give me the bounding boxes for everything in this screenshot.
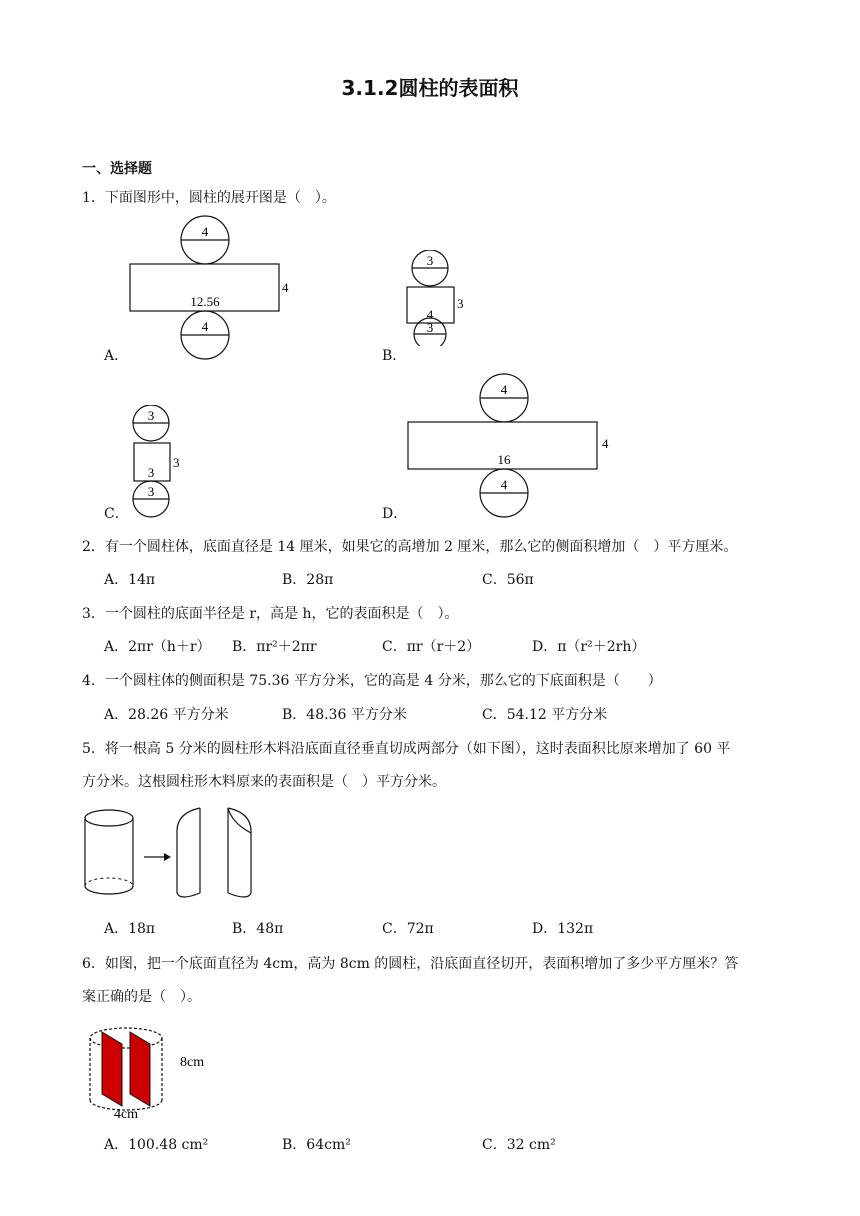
q1-option-c-net-figure — [128, 405, 208, 520]
q1-b-inner-label: 4 — [426, 307, 434, 322]
q6-option-b[interactable]: B．64cm² — [282, 1137, 351, 1153]
question-4-text: 4．一个圆柱体的侧面积是 75.36 平方分米，它的高是 4 分米，那么它的下底面积是（ ） — [82, 673, 662, 689]
q6-option-c[interactable]: C．32 cm² — [482, 1137, 556, 1153]
q3-option-a[interactable]: A．2πr（h＋r） — [104, 639, 211, 655]
section-heading: 一、选择题 — [82, 161, 152, 177]
q1-a-side-label: 4 — [282, 280, 289, 295]
q6-option-a[interactable]: A．100.48 cm² — [104, 1137, 209, 1153]
q3-option-d[interactable]: D．π（r²＋2rh） — [532, 639, 646, 655]
q1-option-a-net-figure — [120, 210, 300, 362]
q2-option-c[interactable]: C．56π — [482, 572, 534, 588]
q1-option-d-net-figure — [400, 372, 620, 522]
q1-a-bottom-label: 4 — [201, 319, 209, 334]
q1-option-c-label[interactable]: C． — [104, 506, 129, 522]
q1-b-side-label: 3 — [457, 296, 464, 311]
q5-option-c[interactable]: C．72π — [382, 921, 434, 937]
q1-c-top-label: 3 — [147, 408, 155, 423]
question-1-text: 1．下面图形中，圆柱的展开图是（ ）。 — [82, 190, 336, 206]
q4-option-a[interactable]: A．28.26 平方分米 — [104, 707, 229, 723]
q6-height-label: 8cm — [180, 1055, 205, 1070]
question-5-line-2: 方分米。这根圆柱形木料原来的表面积是（ ）平方分米。 — [82, 774, 446, 790]
q6-cylinder-cut-figure — [80, 1020, 230, 1120]
q6-diameter-label: 4cm — [113, 1107, 139, 1120]
q1-b-bottom-label: 3 — [426, 320, 434, 335]
q1-c-bottom-label: 3 — [147, 484, 155, 499]
q1-d-bottom-label: 4 — [500, 477, 508, 492]
q1-option-b-net-figure — [400, 250, 480, 346]
q1-a-top-label: 4 — [201, 224, 209, 239]
q1-c-inner-label: 3 — [147, 465, 155, 480]
q1-d-side-label: 4 — [602, 436, 609, 451]
page-title: 3.1.2圆柱的表面积 — [341, 76, 519, 100]
q4-option-b[interactable]: B．48.36 平方分米 — [282, 707, 407, 723]
q4-option-c[interactable]: C．54.12 平方分米 — [482, 707, 608, 723]
q1-a-length-label: 12.56 — [190, 294, 220, 309]
q1-d-top-label: 4 — [500, 382, 508, 397]
q1-c-side-label: 3 — [173, 455, 180, 470]
q2-option-a[interactable]: A．14π — [104, 572, 156, 588]
q5-option-d[interactable]: D．132π — [532, 921, 594, 937]
q1-option-b-label[interactable]: B． — [382, 348, 407, 364]
q5-cylinder-cut-figure — [80, 803, 280, 903]
question-5-line-1: 5．将一根高 5 分米的圆柱形木料沿底面直径垂直切成两部分（如下图），这时表面积比原来增加了 60 平 — [82, 741, 731, 757]
q1-d-length-label: 16 — [497, 452, 511, 467]
question-3-text: 3．一个圆柱的底面半径是 r，高是 h，它的表面积是（ ）。 — [82, 606, 459, 622]
question-2-text: 2．有一个圆柱体，底面直径是 14 厘米，如果它的高增加 2 厘米，那么它的侧面积增加（ ）平方厘米。 — [82, 539, 738, 555]
q1-option-d-label[interactable]: D． — [382, 506, 408, 522]
q5-option-a[interactable]: A．18π — [104, 921, 156, 937]
q2-option-b[interactable]: B．28π — [282, 572, 334, 588]
q1-option-a-label[interactable]: A． — [104, 348, 129, 364]
q5-option-b[interactable]: B．48π — [232, 921, 284, 937]
question-6-line-2: 案正确的是（ ）。 — [82, 989, 201, 1005]
question-6-line-1: 6．如图，把一个底面直径为 4cm，高为 8cm 的圆柱，沿底面直径切开，表面积增加了多少平方厘米？答 — [82, 956, 739, 972]
q3-option-b[interactable]: B．πr²＋2πr — [232, 639, 317, 655]
q3-option-c[interactable]: C．πr（r＋2） — [382, 639, 481, 655]
q1-b-top-label: 3 — [426, 253, 434, 268]
